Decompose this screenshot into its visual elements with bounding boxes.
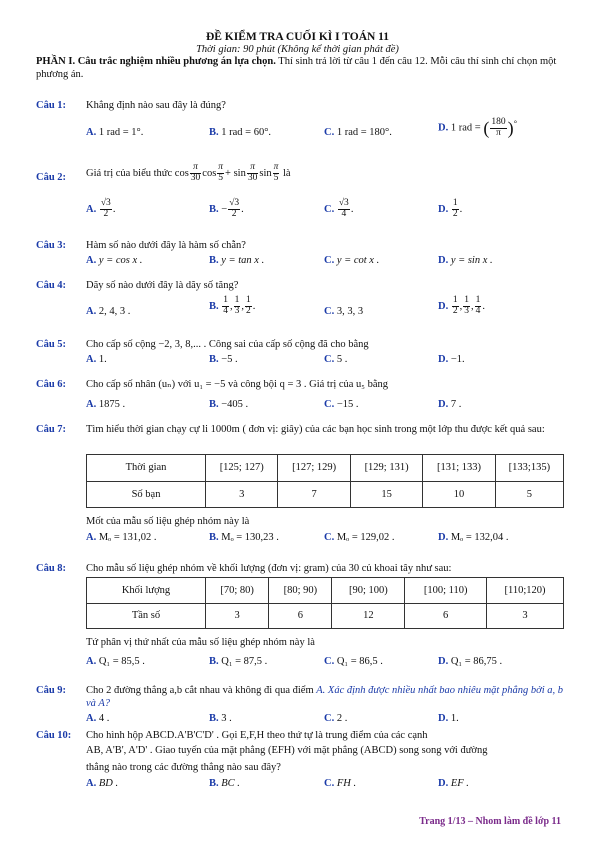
question-text: Hàm số nào dưới đây là hàm số chẵn? — [86, 240, 246, 251]
data-table — [86, 577, 564, 629]
table-row — [87, 481, 564, 508]
part-label: PHẦN I. Câu trắc nghiệm nhiều phương án lựa chọn. — [36, 56, 276, 67]
option-d: D. −1. — [438, 354, 465, 365]
table-row — [87, 603, 564, 629]
option-a: A. 1 rad = 1°. — [86, 127, 144, 138]
question-text-line-3: thẳng nào trong các đường thẳng nào sau đây? — [86, 762, 281, 773]
question-label: Câu 4: — [36, 280, 67, 291]
option-c: C. 1 rad = 180°. — [324, 127, 392, 138]
table-cell: 3 — [487, 603, 564, 629]
question-label: Câu 6: — [36, 379, 67, 390]
question-text: Cho cấp số nhân (uₙ) với u₁ = −5 và công bội q = 3 . Giá trị của u₅ bằng — [86, 379, 388, 390]
option-b: B. Mₒ = 130,23 . — [209, 532, 279, 543]
question-text: Cho mẫu số liệu ghép nhóm về khối lượng (đơn vị: gram) của 30 củ khoai tây như sau: — [86, 563, 452, 574]
part-instructions — [36, 55, 561, 81]
question-text: Cho 2 đường thẳng a,b cắt nhau và không đi qua điểm A. Xác định được nhiều nhất bao nhiêu mặt phẳng bởi a, b và A? — [86, 685, 563, 710]
option-b: B. 3 . — [209, 713, 232, 724]
option-d: D. Q₁ = 86,75 . — [438, 656, 503, 667]
option-a: A. Mₒ = 131,02 . — [86, 532, 157, 543]
question-label: Câu 3: — [36, 240, 67, 251]
question-3 — [36, 239, 561, 269]
option-a: A. y = cos x . — [86, 255, 143, 266]
option-d: D. 1. — [438, 713, 459, 724]
option-a: A. 4 . — [86, 713, 110, 724]
option-d: D. $\frac{1}{2}$ . — [438, 198, 463, 219]
table-cell: 10 — [423, 481, 495, 508]
option-a: A. 1875 . — [86, 399, 126, 410]
question-text-line-2: AB, A'B', A'D' . Giao tuyến của mặt phẳng (EFH) với mặt phẳng (ABCD) song song với đường — [86, 745, 488, 756]
question-followup: Tứ phân vị thứ nhất của mẫu số liệu ghép nhóm này là — [86, 637, 315, 648]
table-row — [87, 455, 564, 482]
table-cell: [131; 133) — [423, 455, 495, 482]
option-c: C. FH . — [324, 778, 357, 789]
question-text-line-1: Cho hình hộp ABCD.A'B'C'D' . Gọi E,F,H theo thứ tự là trung điểm của các cạnh — [86, 730, 428, 741]
option-b: B. Q₁ = 87,5 . — [209, 656, 268, 667]
question-4 — [36, 279, 561, 329]
option-b: B. y = tan x . — [209, 255, 265, 266]
option-b: B. −405 . — [209, 399, 249, 410]
option-d: D. 7 . — [438, 399, 462, 410]
table-cell: 6 — [405, 603, 487, 629]
table-cell: 3 — [206, 603, 269, 629]
exam-subtitle: Thời gian: 90 phút (Không kể thời gian phát đề) — [196, 44, 399, 55]
option-d: D. Mₒ = 132,04 . — [438, 532, 509, 543]
option-d: D. $\frac{1}{2}$ , $\frac{1}{3}$ , $\frac{1}{4}$ . — [438, 295, 485, 316]
question-8 — [36, 562, 561, 674]
table-cell: [70; 80) — [206, 578, 269, 604]
table-cell: [110;120) — [487, 578, 564, 604]
question-7 — [36, 423, 561, 555]
part-text: Thí sinh trả lời từ câu 1 đến câu 12. Mỗi câu thí sinh chỉ chọn một phương án. — [36, 56, 557, 81]
question-10 — [36, 729, 561, 799]
question-text: Cho cấp số cộng −2, 3, 8,... . Công sai của cấp số cộng đã cho bằng — [86, 339, 369, 350]
table-cell: 12 — [332, 603, 405, 629]
table-cell: Khối lượng — [87, 578, 206, 604]
option-c: C. −15 . — [324, 399, 359, 410]
option-c: C. 5 . — [324, 354, 348, 365]
option-a: A. $\frac{√3}{2}$ . — [86, 198, 116, 219]
question-label: Câu 5: — [36, 339, 67, 350]
question-5 — [36, 338, 561, 368]
table-cell: 15 — [350, 481, 422, 508]
table-cell: 5 — [495, 481, 563, 508]
option-c: C. Q₁ = 86,5 . — [324, 656, 383, 667]
option-c: C. Mₒ = 129,02 . — [324, 532, 395, 543]
table-cell: 3 — [206, 481, 278, 508]
question-label: Câu 2: — [36, 172, 67, 183]
table-row — [87, 578, 564, 604]
option-c: C. 2 . — [324, 713, 348, 724]
option-b: B. $\frac{1}{4}$ , $\frac{1}{3}$ , $\frac{1}{2}$ . — [209, 295, 256, 316]
option-b: B. − $\frac{√3}{2}$ . — [209, 198, 244, 219]
option-a: A. 2, 4, 3 . — [86, 306, 131, 317]
question-2 — [36, 163, 561, 233]
option-b: B. −5 . — [209, 354, 238, 365]
table-cell: [129; 131) — [350, 455, 422, 482]
table-cell: [100; 110) — [405, 578, 487, 604]
table-cell: 6 — [269, 603, 332, 629]
option-b: B. BC . — [209, 778, 240, 789]
table-cell: [127; 129) — [278, 455, 350, 482]
exam-title: ĐỀ KIỂM TRA CUỐI KÌ I TOÁN 11 — [205, 31, 390, 43]
question-label: Câu 10: — [36, 730, 72, 741]
option-a: A. Q₁ = 85,5 . — [86, 656, 145, 667]
page-footer: Trang 1/13 – Nhom làm đề lớp 11 — [419, 816, 561, 827]
option-a: A. BD . — [86, 778, 119, 789]
question-text: Khẳng định nào sau đây là đúng? — [86, 100, 226, 111]
option-c: C. $\frac{√3}{4}$ . — [324, 198, 354, 219]
table-cell: [125; 127) — [206, 455, 278, 482]
table-cell: Tần số — [87, 603, 206, 629]
question-text: Giá trị của biểu thức cos $\frac{\pi}{30}$ cos $\frac{\pi}{5}$ + sin $\frac{\pi}{30}$ sin $\frac{\pi}{5}$ là — [86, 162, 291, 183]
question-1 — [36, 99, 561, 157]
option-c: C. y = cot x . — [324, 255, 380, 266]
table-cell: 7 — [278, 481, 350, 508]
table-cell: Số bạn — [87, 481, 206, 508]
option-d: D. y = sin x . — [438, 255, 493, 266]
question-text: Tìm hiểu thời gian chạy cự li 1000m ( đơn vị: giây) của các bạn học sinh trong một lớp thu được kết quả sau: — [86, 424, 545, 435]
question-9 — [36, 684, 561, 728]
question-label: Câu 1: — [36, 100, 67, 111]
table-cell: Thời gian — [87, 455, 206, 482]
question-text: Dãy số nào dưới đây là dãy số tăng? — [86, 280, 239, 291]
table-cell: [80; 90) — [269, 578, 332, 604]
question-6 — [36, 378, 561, 408]
question-label: Câu 9: — [36, 685, 67, 696]
option-d: D. 1 rad = ( $\frac{180}{\pi}$ )° — [438, 116, 518, 138]
question-label: Câu 8: — [36, 563, 67, 574]
option-b: B. 1 rad = 60°. — [209, 127, 272, 138]
option-d: D. EF . — [438, 778, 469, 789]
table-cell: [133;135) — [495, 455, 563, 482]
option-a: A. 1. — [86, 354, 107, 365]
table-cell: [90; 100) — [332, 578, 405, 604]
question-label: Câu 7: — [36, 424, 67, 435]
data-table — [86, 454, 564, 508]
option-c: C. 3, 3, 3 — [324, 306, 364, 317]
question-followup: Mốt của mẫu số liệu ghép nhóm này là — [86, 516, 250, 527]
